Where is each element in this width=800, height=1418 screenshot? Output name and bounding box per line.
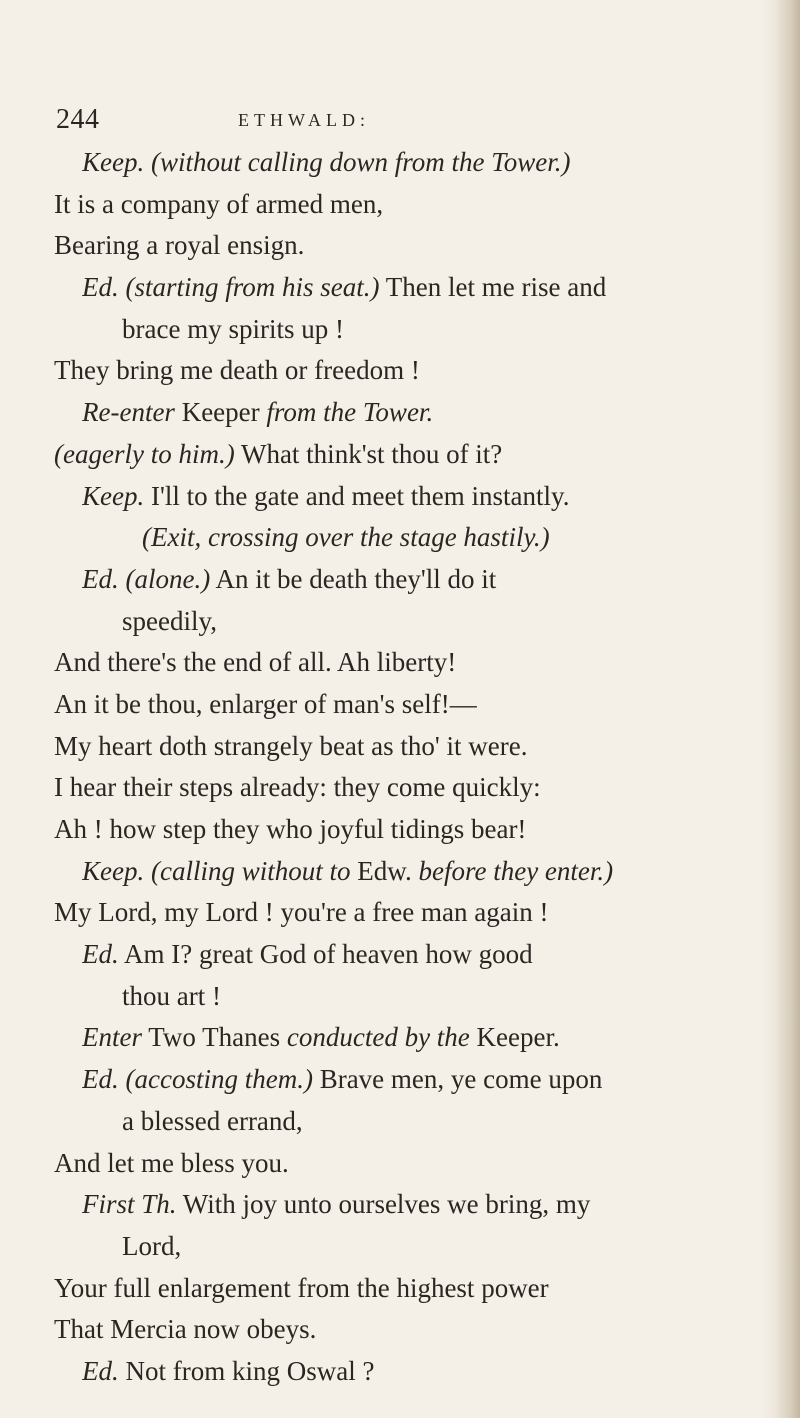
text-segment: And there's the end of all. Ah liberty! — [54, 647, 457, 678]
text-line — [54, 1309, 772, 1351]
text-segment — [119, 1064, 126, 1094]
text-segment — [144, 147, 151, 177]
text-line — [82, 1101, 772, 1143]
italic-segment: Ed. — [82, 1355, 119, 1386]
italic-segment: Ed. — [82, 939, 119, 970]
text-line — [54, 726, 772, 768]
italic-segment: before they enter.) — [418, 855, 614, 886]
text-line — [54, 892, 772, 934]
text-line — [54, 1268, 772, 1310]
text-segment: Ah ! how step they who joyful tidings bear! — [54, 814, 527, 844]
play-text — [54, 142, 772, 1393]
italic-segment: from the Tower. — [266, 397, 434, 428]
text-segment: What think'st thou of it? — [234, 438, 503, 469]
text-segment: thou art ! — [122, 980, 221, 1011]
page-header — [56, 104, 756, 138]
text-segment: They bring me death or freedom ! — [54, 355, 420, 386]
italic-segment: Enter — [82, 1022, 142, 1053]
text-line — [54, 1143, 772, 1185]
italic-segment: conducted by the — [286, 1022, 470, 1053]
text-line — [82, 142, 772, 184]
italic-segment: (starting from his seat.) — [125, 272, 380, 303]
text-segment: That Mercia now obeys. — [54, 1314, 317, 1345]
text-segment: a blessed errand, — [122, 1105, 303, 1136]
italic-segment: (accosting them.) — [125, 1064, 313, 1095]
text-segment — [119, 564, 126, 594]
text-segment: My heart doth strangely beat as tho' it were. — [54, 730, 528, 761]
text-segment: I'll to the gate and meet them instantly. — [144, 480, 570, 511]
page-number: 244 — [56, 104, 100, 135]
text-line — [82, 1017, 772, 1059]
text-segment: Brave men, ye come upon — [312, 1064, 603, 1095]
text-line — [82, 1226, 772, 1268]
italic-segment: Ed. — [82, 563, 119, 594]
text-segment: My Lord, my Lord ! you're a free man again ! — [54, 897, 549, 928]
text-line — [82, 601, 772, 643]
text-line — [82, 392, 772, 434]
text-line — [54, 767, 772, 809]
text-line — [54, 350, 772, 392]
text-segment: Keeper — [174, 397, 267, 428]
text-line — [82, 934, 772, 976]
text-segment: An it be death they'll do it — [210, 563, 497, 594]
text-line — [54, 809, 772, 851]
italic-segment: (calling without to — [150, 855, 351, 886]
text-segment: Bearing a royal ensign. — [54, 230, 305, 261]
text-line — [54, 184, 772, 226]
italic-segment: Keep. — [82, 147, 145, 177]
text-line — [82, 851, 772, 893]
italic-segment: First Th. — [82, 1189, 177, 1220]
italic-segment: Ed. — [82, 1064, 119, 1095]
text-segment — [119, 272, 126, 302]
text-line — [82, 1184, 772, 1226]
text-segment: Then let me rise and — [379, 272, 607, 303]
text-line — [54, 225, 772, 267]
text-segment: Your full enlargement from the highest power — [54, 1272, 549, 1303]
text-line — [54, 642, 772, 684]
text-line — [54, 434, 772, 476]
text-line — [82, 476, 772, 518]
italic-segment: Re-enter — [82, 397, 175, 428]
italic-segment: (eagerly to him.) — [54, 438, 235, 469]
text-segment: Two Thanes — [142, 1022, 287, 1053]
text-line — [54, 684, 772, 726]
page-edge-shadow — [774, 0, 800, 1418]
italic-segment: Keep. — [82, 855, 145, 886]
text-segment: With joy unto ourselves we bring, my — [176, 1189, 591, 1220]
italic-segment: (without calling down from the Tower.) — [150, 147, 571, 177]
text-line — [82, 309, 772, 351]
text-line — [82, 559, 772, 601]
italic-segment: Ed. — [82, 272, 119, 303]
text-segment: Am I? great God of heaven how good — [118, 939, 533, 970]
text-segment: It is a company of armed men, — [54, 188, 384, 219]
text-line — [82, 1351, 772, 1393]
text-segment: I hear their steps already: they come quickly: — [54, 772, 541, 803]
text-segment: speedily, — [122, 605, 217, 636]
italic-segment: Keep. — [82, 480, 145, 511]
text-line — [82, 976, 772, 1018]
text-line — [82, 1059, 772, 1101]
text-segment: Lord, — [122, 1230, 182, 1261]
running-title: ETHWALD: — [238, 110, 370, 130]
text-segment: An it be thou, enlarger of man's self!— — [54, 688, 477, 719]
text-segment: Edw. — [350, 855, 419, 886]
text-segment: And let me bless you. — [54, 1147, 289, 1178]
text-segment: Keeper. — [469, 1022, 560, 1053]
text-segment — [144, 856, 151, 886]
italic-segment: (Exit, crossing over the stage hastily.) — [142, 522, 550, 553]
text-line — [82, 267, 772, 309]
italic-segment: (alone.) — [125, 563, 211, 594]
text-segment: Not from king Oswal ? — [118, 1355, 375, 1386]
text-segment: brace my spirits up ! — [122, 313, 344, 344]
text-line — [82, 517, 772, 559]
